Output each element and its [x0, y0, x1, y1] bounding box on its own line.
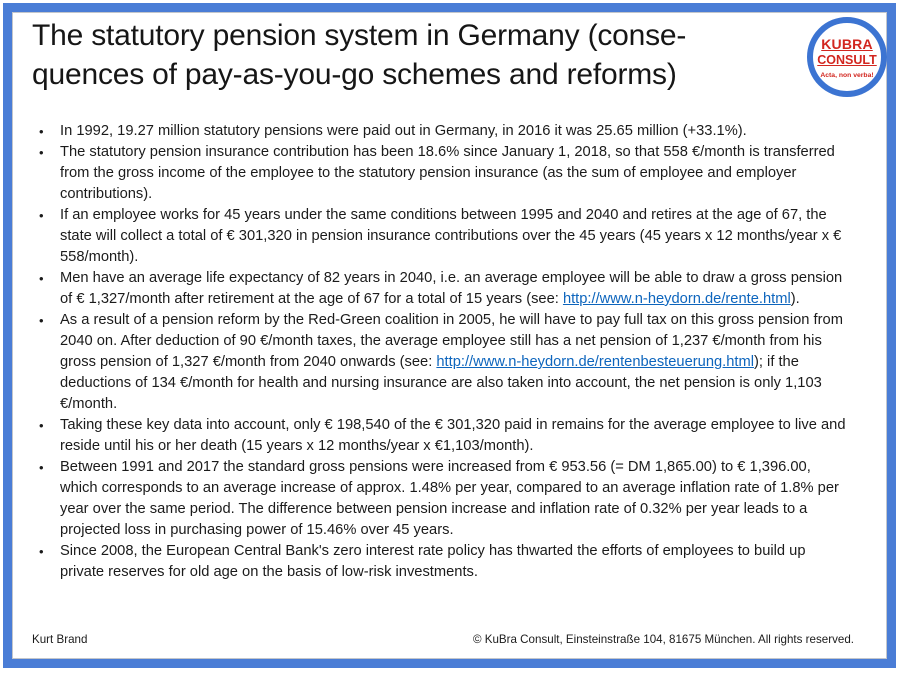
logo-word-consult: CONSULT [817, 52, 877, 67]
bullet-text: If an employee works for 45 years under the same conditions between 1995 and 2040 and retires at the age of 67, the state will collect a total of € 301,320 in pension insurance contributions over the 45 years (45 years x 12 months/year x € 558/month). [60, 207, 842, 265]
bullet-text: ); if the deductions of 134 €/month for health and nursing insurance are also taken into account, the net pension is only 1,103 €/month. [60, 354, 822, 412]
bullet-item [36, 121, 850, 142]
bullet-item [36, 541, 850, 583]
bullet-marker: • [39, 145, 44, 160]
slide-footer [32, 633, 854, 646]
bullet-marker: • [39, 313, 44, 328]
bullet-text: As a result of a pension reform by the Red-Green coalition in 2005, he will have to pay full tax on this gross pension from 2040 on. After deduction of 90 €/month taxes, the average employee still has a net pension of 1,237 €/month from his gross pension of 1,327 €/month from 2040 onwards (see: [60, 312, 843, 370]
logo-tagline: Acta, non verba! [820, 71, 874, 79]
bullet-text: In 1992, 19.27 million statutory pensions were paid out in Germany, in 2016 it was 25.65 million (+33.1%). [60, 123, 747, 139]
bullet-text: Men have an average life expectancy of 82 years in 2040, i.e. an average employee will be able to draw a gross pension of € 1,327/month after retirement at the age of 67 for a total of 15 years (see: [60, 270, 843, 307]
bullet-item [36, 142, 850, 205]
bullet-marker: • [39, 418, 44, 433]
logo-word-kubra: KUBRA [821, 35, 873, 52]
bullet-item [36, 268, 850, 310]
bullet-text: Since 2008, the European Central Bank's zero interest rate policy has thwarted the efforts of employees to build up private reserves for old age on the basis of low-risk investments. [60, 543, 806, 580]
page-title-line2: quences of pay-as-you-go schemes and reforms) [32, 58, 677, 91]
page-title-line1: The statutory pension system in Germany (conse- [32, 19, 687, 52]
bullet-item [36, 415, 850, 457]
bullet-marker: • [39, 208, 44, 223]
page-title [32, 16, 782, 94]
hyperlink[interactable]: http://www.n-heydorn.de/rente.html [562, 291, 791, 307]
bullet-item [36, 205, 850, 268]
kubra-consult-logo [807, 17, 887, 97]
bullet-text: The statutory pension insurance contribution has been 18.6% since January 1, 2018, so that 558 €/month is transferred from the gross income of the employee to the statutory pension insurance (as the sum of employee and employer contributions). [60, 144, 835, 202]
bullet-text: ). [790, 291, 800, 307]
bullet-marker: • [39, 460, 44, 475]
bullet-marker: • [39, 271, 44, 286]
bullet-text: Between 1991 and 2017 the standard gross pensions were increased from € 953.56 (= DM 1,865.00) to € 1,396.00, which corresponds to an average increase of approx. 1.48% per year, compared to an average inflation rate of 1.8% per year over the same period. The difference between pension increase and inflation rate of 0.32% per year leads to a projected loss in purchasing power of 15.46% over 45 years. [60, 459, 839, 538]
bullet-marker: • [39, 544, 44, 559]
bullet-text: Taking these key data into account, only € 198,540 of the € 301,320 paid in remains for the average employee to live and reside until his or her death (15 years x 12 months/year x €1,103/month). [60, 417, 846, 454]
bullet-list [36, 121, 850, 583]
author-name: Kurt Brand [32, 633, 88, 646]
bullet-item [36, 457, 850, 541]
bullet-marker: • [39, 124, 44, 139]
copyright-text: © KuBra Consult, Einsteinstraße 104, 81675 München. All rights reserved. [472, 633, 854, 646]
bullet-item [36, 310, 850, 415]
hyperlink[interactable]: http://www.n-heydorn.de/rentenbesteuerung.html [436, 354, 754, 370]
